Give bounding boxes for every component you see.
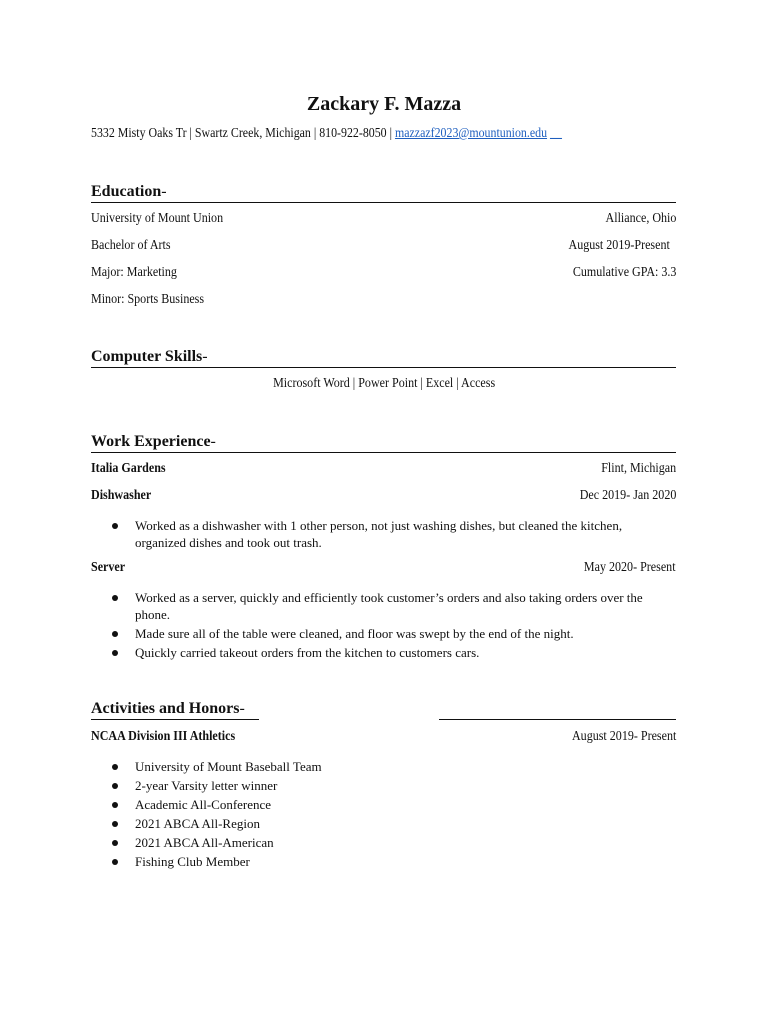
activities-dash: -	[239, 700, 245, 717]
degree: Bachelor of Arts	[91, 238, 171, 253]
education-row-degree	[91, 238, 676, 256]
role1-dates: Dec 2019- Jan 2020	[579, 488, 676, 503]
minor: Minor: Sports Business	[91, 292, 205, 307]
education-section-header	[91, 180, 676, 203]
work-title: Work Experience	[91, 433, 211, 450]
bullet-icon	[112, 650, 118, 656]
org-name: NCAA Division III Athletics	[91, 729, 236, 744]
role2-bullets	[91, 589, 676, 663]
bullet-icon	[112, 631, 118, 637]
bullet-text: 2021 ABCA All-American	[135, 835, 274, 850]
education-row-school	[91, 211, 676, 229]
bullet-text: Worked as a server, quickly and efficiently took customer’s orders and also taking orders over the phone.	[135, 590, 643, 622]
bullet-text: Quickly carried takeout orders from the kitchen to customers cars.	[135, 645, 480, 660]
skills-title: Computer Skills	[91, 348, 203, 365]
bullet-text: Worked as a dishwasher with 1 other person, not just washing dishes, but cleaned the kitchen, organized dishes and took out trash.	[135, 518, 623, 550]
work-row-role1	[91, 488, 676, 506]
role1-bullets	[91, 517, 676, 553]
bullet-icon	[112, 783, 118, 789]
employer-location: Flint, Michigan	[601, 461, 676, 476]
major: Major: Marketing	[91, 265, 177, 280]
bullet-text: 2021 ABCA All-Region	[135, 816, 260, 831]
list-item	[91, 589, 676, 623]
skills-section-header	[91, 345, 676, 368]
role2-title: Server	[91, 560, 126, 575]
activities-title: Activities and Honors	[91, 700, 240, 717]
role1-title: Dishwasher	[91, 488, 152, 503]
list-item	[91, 834, 676, 851]
contact-line	[91, 126, 562, 142]
list-item	[91, 758, 676, 775]
skills-list	[0, 376, 768, 392]
work-dash: -	[210, 433, 216, 450]
bullet-icon	[112, 840, 118, 846]
list-item	[91, 853, 676, 870]
bullet-icon	[112, 821, 118, 827]
bullet-icon	[112, 523, 118, 529]
education-row-minor	[91, 292, 676, 310]
activities-bullets	[91, 758, 676, 872]
bullet-icon	[112, 595, 118, 601]
education-row-major	[91, 265, 676, 283]
activities-row-org	[91, 729, 676, 747]
candidate-name: Zackary F. Mazza	[306, 93, 462, 115]
skills-heading	[91, 348, 209, 366]
degree-dates: August 2019-Present	[568, 238, 670, 253]
list-item	[91, 815, 676, 832]
list-item	[91, 625, 676, 642]
list-item	[91, 517, 676, 551]
skills-list-text: Microsoft Word | Power Point | Excel | Access	[272, 376, 496, 391]
work-heading	[91, 433, 217, 451]
bullet-icon	[112, 764, 118, 770]
bullet-text: Fishing Club Member	[135, 854, 250, 869]
bullet-text: Academic All-Conference	[135, 797, 272, 812]
email-link[interactable]: mazzazf2023@mountunion.edu	[394, 126, 548, 141]
bullet-icon	[112, 802, 118, 808]
activities-heading	[91, 700, 246, 718]
education-heading	[91, 183, 168, 201]
work-row-role2	[91, 560, 676, 578]
email-trailing-underline: __	[550, 126, 562, 141]
list-item	[91, 644, 676, 661]
activities-section-header	[91, 697, 676, 720]
skills-dash: -	[202, 348, 208, 365]
bullet-text: University of Mount Baseball Team	[135, 759, 322, 774]
bullet-icon	[112, 859, 118, 865]
bullet-text: 2-year Varsity letter winner	[135, 778, 278, 793]
underline-gap	[259, 718, 439, 720]
list-item	[91, 796, 676, 813]
education-title: Education	[91, 183, 162, 200]
work-section-header	[91, 430, 676, 453]
list-item	[91, 777, 676, 794]
employer-name: Italia Gardens	[91, 461, 166, 476]
role2-dates: May 2020- Present	[584, 560, 676, 575]
work-row-employer	[91, 461, 676, 479]
school-name: University of Mount Union	[91, 211, 224, 226]
school-location: Alliance, Ohio	[605, 211, 676, 226]
org-dates: August 2019- Present	[571, 729, 676, 744]
education-dash: -	[161, 183, 167, 200]
bullet-text: Made sure all of the table were cleaned, and floor was swept by the end of the night.	[135, 626, 574, 641]
gpa: Cumulative GPA: 3.3	[572, 265, 676, 280]
contact-details: 5332 Misty Oaks Tr | Swartz Creek, Michigan | 810-922-8050 |	[91, 126, 395, 141]
